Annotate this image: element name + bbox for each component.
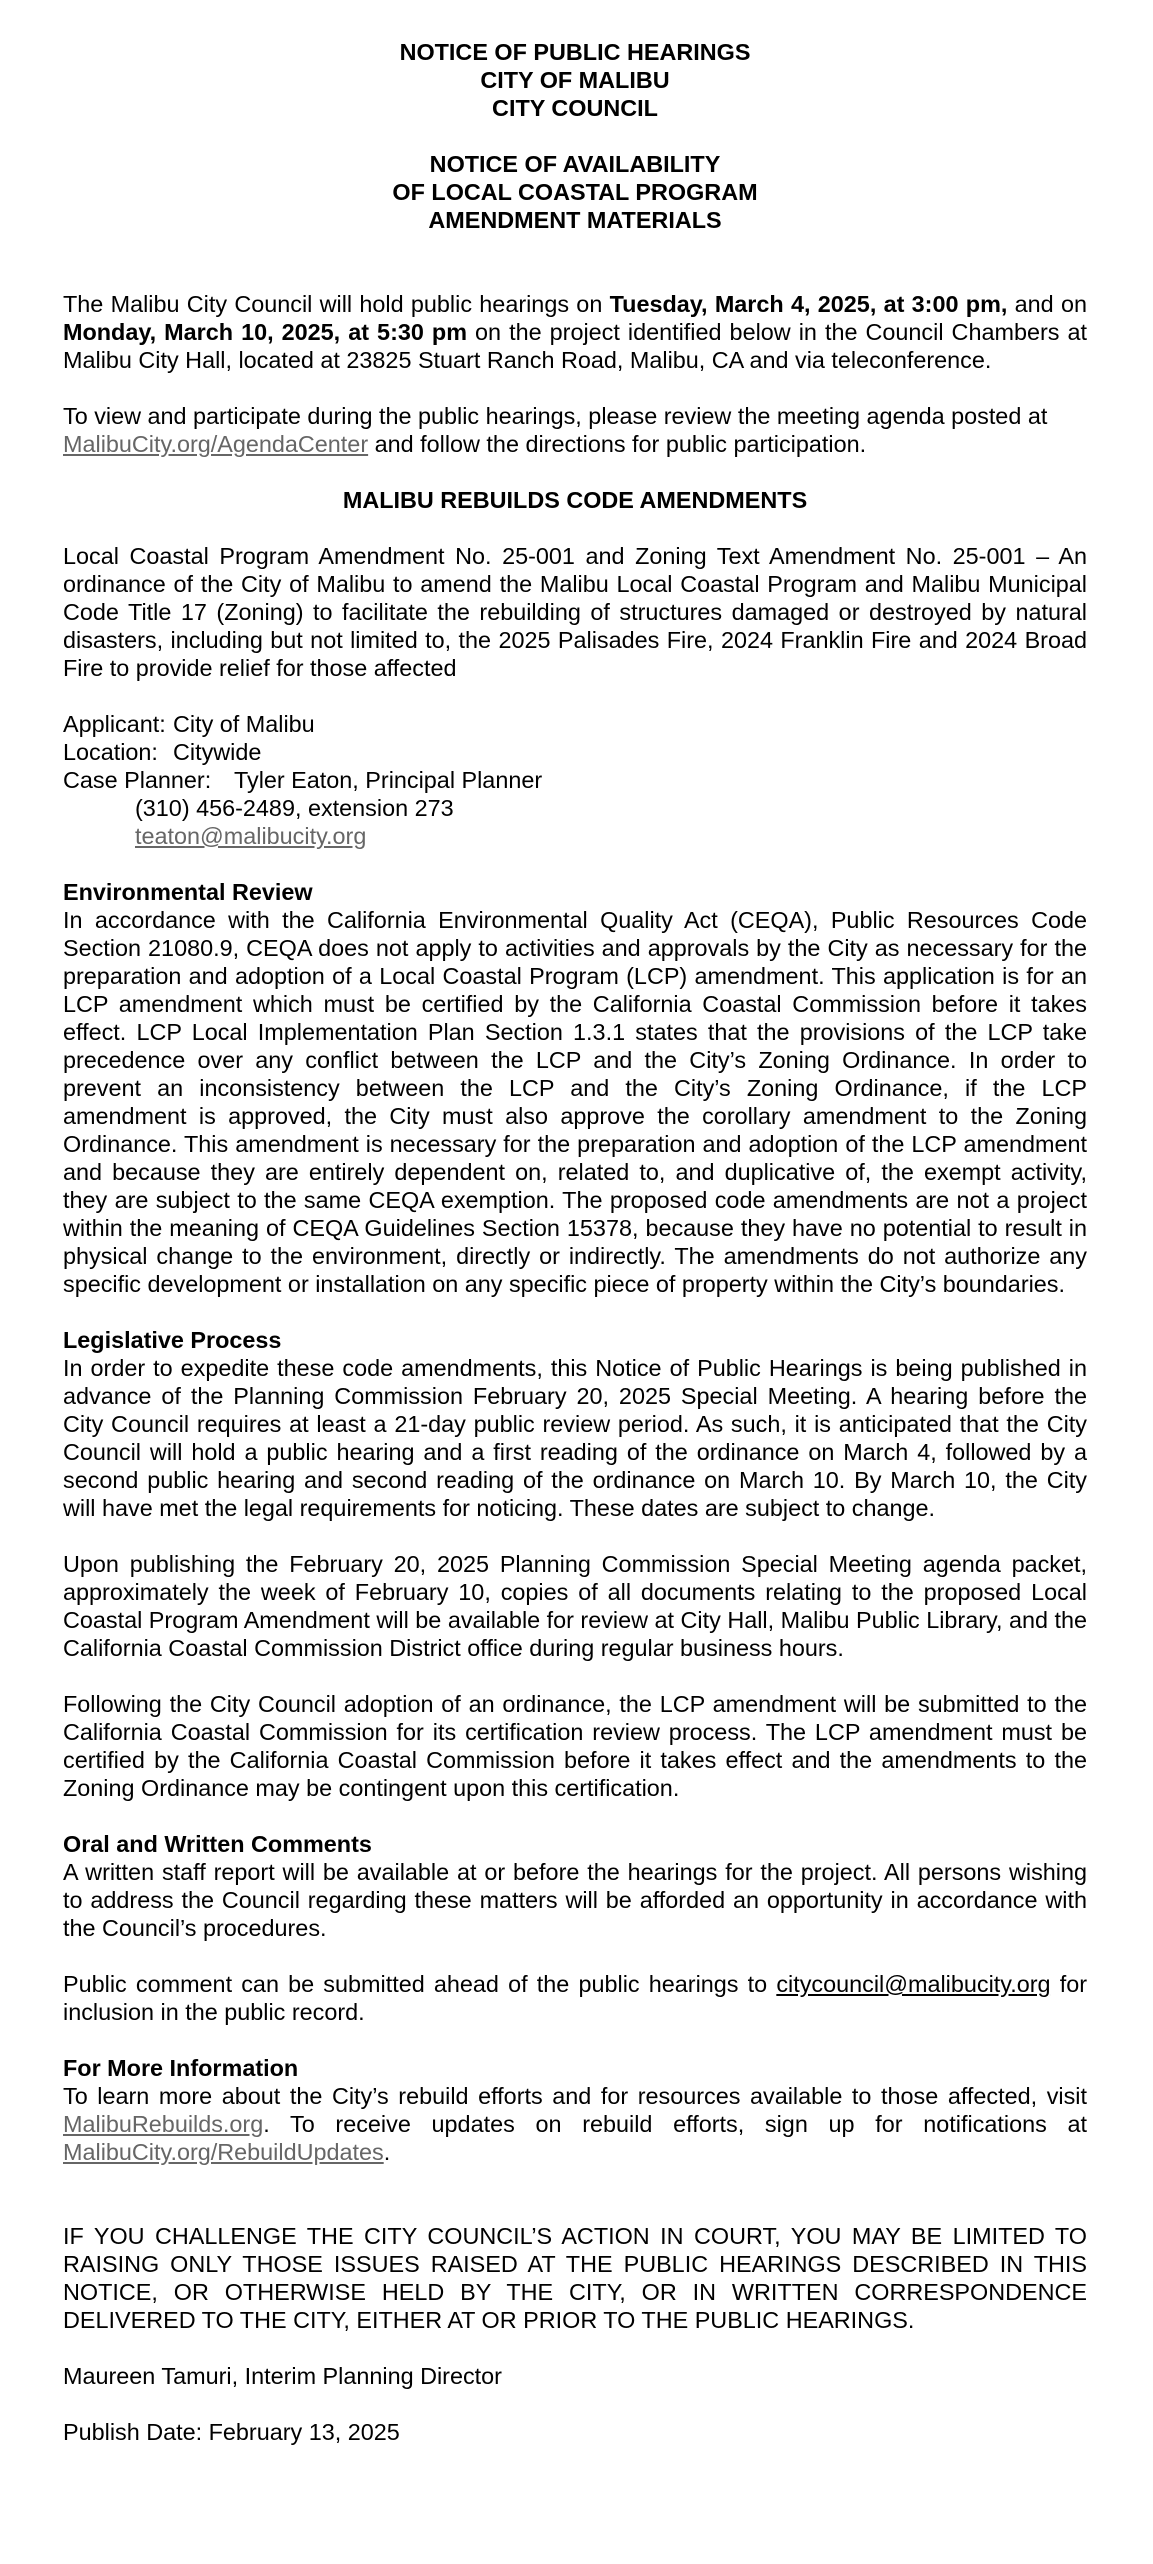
agenda-center-link[interactable]: MalibuCity.org/AgendaCenter <box>63 431 369 457</box>
location-label: Location: <box>63 739 158 765</box>
project-description: Local Coastal Program Amendment No. 25-001 and Zoning Text Amendment No. 25-001 – An ordinance of the City of Malibu to amend the Malibu Local Coastal Program and Malibu Municipal Code Title 17 (Zoning) to facilitate the rebuilding of structures damaged or destroyed by natural disasters, including but not limited to, the 2025 Palisades Fire, 2024 Franklin Fire and 2024 Broad Fire to provide relief for those affected <box>63 543 1087 681</box>
publish-date: Publish Date: February 13, 2025 <box>63 2419 400 2445</box>
header-line: NOTICE OF AVAILABILITY <box>429 151 721 177</box>
environmental-review-title: Environmental Review <box>63 879 313 905</box>
applicant-label: Applicant: <box>63 711 166 737</box>
legislative-process-body: In order to expedite these code amendments, this Notice of Public Hearings is being published in advance of the Planning Commission February 20, 2025 Special Meeting. A hearing before the City Council requires at least a 21-day public review period. As such, it is anticipated that the City Council will hold a public hearing and a first reading of the ordinance on March 4, followed by a second public hearing and second reading of the ordinance on March 10. By March 10, the City will have met the legal requirements for noticing. These dates are subject to change. <box>63 1355 1087 1521</box>
legislative-process-body: Upon publishing the February 20, 2025 Planning Commission Special Meeting agenda packet, approximately the week of February 10, copies of all documents relating to the proposed Local Coastal Program Amendment will be available for review at City Hall, Malibu Public Library, and the California Coastal Commission District office during regular business hours. <box>63 1551 1088 1661</box>
planner-email-link[interactable]: teaton@malibucity.org <box>135 823 367 849</box>
city-council-email-link[interactable]: citycouncil@malibucity.org <box>776 1971 1051 1997</box>
planner-phone: (310) 456-2489, extension 273 <box>135 795 454 821</box>
hearing-date-1: Tuesday, March 4, 2025, at 3:00 pm, <box>609 291 1008 317</box>
location-value: Citywide <box>173 739 262 765</box>
applicant-value: City of Malibu <box>173 711 315 737</box>
more-info-body: To learn more about the City’s rebuild efforts and for resources available to those affected, visit MalibuRebuilds.org. To receive updates on rebuild efforts, sign up for notifications at MalibuCity.org/RebuildUpdates. <box>63 2083 1087 2165</box>
environmental-review-body: In accordance with the California Environmental Quality Act (CEQA), Public Resources Code Section 21080.9, CEQA does not apply to activities and approvals by the City as necessary for the preparation and adoption of a Local Coastal Program (LCP) amendment. This application is for an LCP amendment which must be certified by the California Coastal Commission before it takes effect. LCP Local Implementation Plan Section 1.3.1 states that the provisions of the LCP take precedence over any conflict between the LCP and the City’s Zoning Ordinance. In order to prevent an inconsistency between the LCP and the City’s Zoning Ordinance, if the LCP amendment is approved, the City must also approve the corollary amendment to the Zoning Ordinance. This amendment is necessary for the preparation and adoption of the LCP amendment and because they are entirely dependent on, related to, and duplicative of, the exempt activity, they are subject to the same CEQA exemption. The proposed code amendments are not a project within the meaning of CEQA Guidelines Section 15378, because they have no potential to result in physical change to the environment, directly or indirectly. The amendments do not authorize any specific development or installation on any specific piece of property within the City’s boundaries. <box>63 907 1087 1297</box>
more-info-title: For More Information <box>63 2055 299 2081</box>
intro-paragraph: The Malibu City Council will hold public hearings on Tuesday, March 4, 2025, at 3:00 pm, and on Monday, March 10, 2025, at 5:30 pm on the project identified below in the Council Chambers at Malibu City Hall, located at 23825 Stuart Ranch Road, Malibu, CA and via teleconference. <box>63 291 1087 373</box>
malibu-rebuilds-link[interactable]: MalibuRebuilds.org <box>63 2111 264 2137</box>
project-title: MALIBU REBUILDS CODE AMENDMENTS <box>342 487 808 513</box>
participate-paragraph: To view and participate during the public hearings, please review the meeting agenda posted at MalibuCity.org/AgendaCenter and follow the directions for public participation. <box>63 403 1048 457</box>
comments-title: Oral and Written Comments <box>63 1831 372 1857</box>
hearing-date-2: Monday, March 10, 2025, at 5:30 pm <box>63 319 467 345</box>
legislative-process-body: Following the City Council adoption of an ordinance, the LCP amendment will be submitted to the California Coastal Commission for its certification review process. The LCP amendment must be certified by the California Coastal Commission before it takes effect and the amendments to the Zoning Ordinance may be contingent upon this certification. <box>63 1691 1087 1801</box>
planner-label: Case Planner: <box>63 767 212 793</box>
signature: Maureen Tamuri, Interim Planning Director <box>63 2363 502 2389</box>
legal-notice: IF YOU CHALLENGE THE CITY COUNCIL’S ACTION IN COURT, YOU MAY BE LIMITED TO RAISING ONLY THOSE ISSUES RAISED AT THE PUBLIC HEARINGS DESCRIBED IN THIS NOTICE, OR OTHERWISE HELD BY THE CITY, OR IN WRITTEN CORRESPONDENCE DELIVERED TO THE CITY, EITHER AT OR PRIOR TO THE PUBLIC HEARINGS. <box>63 2223 1087 2333</box>
header-line: CITY COUNCIL <box>492 95 658 121</box>
project-details <box>63 710 1087 850</box>
planner-value: Tyler Eaton, Principal Planner <box>234 767 543 793</box>
comments-submit: Public comment can be submitted ahead of the public hearings to citycouncil@malibucity.org for inclusion in the public record. <box>63 1971 1087 2025</box>
header-line: AMENDMENT MATERIALS <box>428 207 722 233</box>
header-line: OF LOCAL COASTAL PROGRAM <box>392 179 758 205</box>
header-line: CITY OF MALIBU <box>480 67 670 93</box>
rebuild-updates-link[interactable]: MalibuCity.org/RebuildUpdates <box>63 2139 384 2165</box>
header-line: NOTICE OF PUBLIC HEARINGS <box>399 39 751 65</box>
comments-body: A written staff report will be available at or before the hearings for the project. All persons wishing to address the Council regarding these matters will be afforded an opportunity in accordance with the Council’s procedures. <box>63 1859 1087 1941</box>
notice-header <box>63 38 1087 234</box>
legislative-process-title: Legislative Process <box>63 1327 282 1353</box>
